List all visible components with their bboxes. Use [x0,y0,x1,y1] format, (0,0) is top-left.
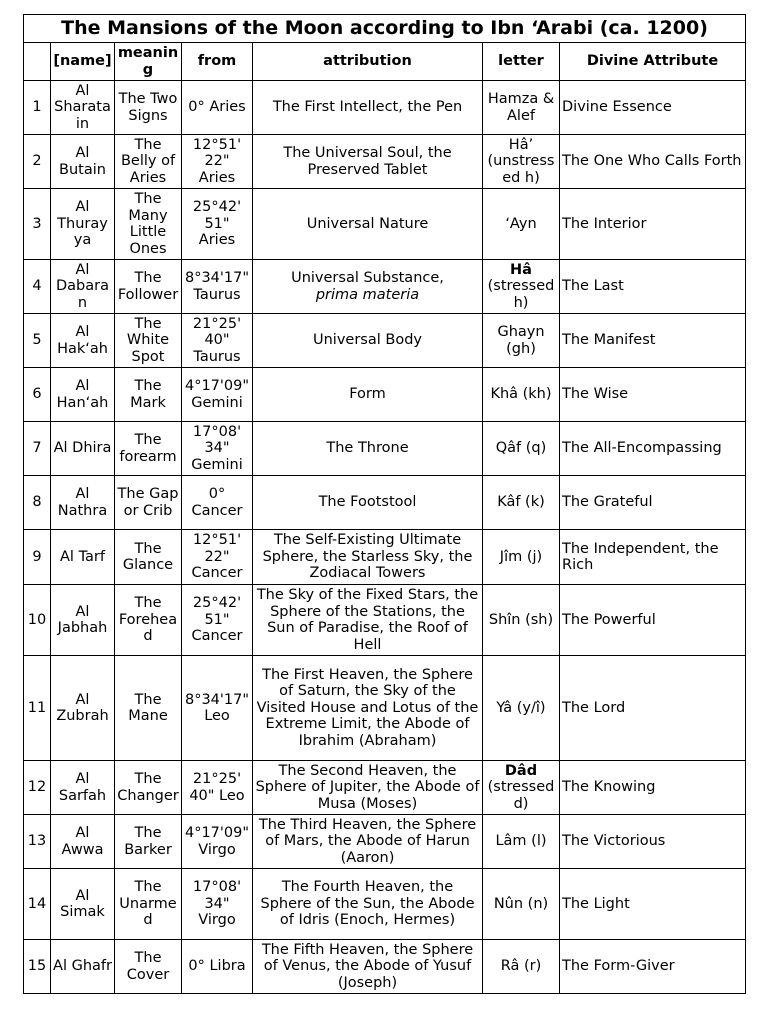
col-header-from: from [182,43,253,81]
mansion-letter [483,81,560,135]
mansion-from: 0° Aries [182,81,253,135]
mansion-letter [483,260,560,314]
mansion-letter [483,869,560,940]
attribution-text: Universal Substance, [291,270,444,286]
mansion-number: 2 [24,135,51,189]
mansion-attribution [253,656,483,761]
mansion-from: 17°08' 34" Gemini [182,422,253,476]
attribution-text: Universal Nature [306,215,429,232]
letter-text: (stressed h) [487,278,555,311]
divine-attribute: The Light [560,869,746,940]
mansion-number: 5 [24,314,51,368]
mansion-from: 8°34'17" Taurus [182,260,253,314]
divine-attribute: The Last [560,260,746,314]
letter-text: Nûn (n) [493,895,549,912]
divine-attribute: The Manifest [560,314,746,368]
header-row [24,43,746,81]
mansion-from: 12°51' 22" Aries [182,135,253,189]
mansion-letter [483,189,560,260]
mansion-meaning: The Glance [115,530,182,585]
mansion-meaning: The Forehead [115,585,182,656]
divine-attribute: The Knowing [560,761,746,815]
divine-attribute: The Grateful [560,476,746,530]
letter-text: Jîm (j) [499,548,543,565]
mansion-letter [483,476,560,530]
divine-attribute: The All-Encompassing [560,422,746,476]
mansion-attribution [253,314,483,368]
attribution-text: Form [349,386,386,403]
mansion-attribution [253,260,483,314]
table-row [24,476,746,530]
mansion-number: 14 [24,869,51,940]
mansion-from: 0° Cancer [182,476,253,530]
mansion-name: Al Zubrah [51,656,115,761]
mansion-attribution [253,189,483,260]
table-row [24,189,746,260]
mansion-attribution [253,869,483,940]
mansion-attribution [253,940,483,994]
col-header-meaning: meaning [115,43,182,81]
mansion-number: 4 [24,260,51,314]
mansion-meaning: The Mark [115,368,182,422]
mansion-letter [483,656,560,761]
mansion-from: 25°42' 51" Aries [182,189,253,260]
mansion-meaning: The Unarmed [115,869,182,940]
mansion-from: 8°34'17" Leo [182,656,253,761]
mansion-letter [483,135,560,189]
mansion-letter [483,761,560,815]
mansion-meaning: The Many Little Ones [115,189,182,260]
attribution-text: The Third Heaven, the Sphere of Mars, the Abode of Harun (Aaron) [258,816,477,866]
mansion-name: Al Nathra [51,476,115,530]
attribution-text: Universal Body [313,332,422,349]
letter-text: Hâ’ (unstressed h) [487,136,555,186]
attribution-text: The Self-Existing Ultimate Sphere, the Starless Sky, the Zodiacal Towers [262,532,473,582]
mansion-from: 4°17'09" Virgo [182,815,253,869]
attribution-text: The First Heaven, the Sphere of Saturn, the Sky of the Visited House and Lotus of the Extreme Limit, the Abode of Ibrahim (Abraham) [256,666,479,749]
divine-attribute: The Form-Giver [560,940,746,994]
mansion-meaning: The Two Signs [115,81,182,135]
mansion-attribution [253,530,483,585]
mansion-attribution [253,585,483,656]
divine-attribute: The Independent, the Rich [560,530,746,585]
letter-text: Khâ (kh) [490,386,552,403]
mansion-number: 6 [24,368,51,422]
mansion-name: Al Butain [51,135,115,189]
table-row [24,869,746,940]
mansion-attribution [253,368,483,422]
mansion-meaning: The Mane [115,656,182,761]
table-title: The Mansions of the Moon according to Ibn ‘Arabi (ca. 1200) [23,14,746,42]
letter-bold-text: Dâd [504,762,538,779]
table-row [24,135,746,189]
mansion-name: Al Sharatain [51,81,115,135]
table-row [24,815,746,869]
mansion-attribution [253,476,483,530]
mansion-name: Al Dhira [51,422,115,476]
attribution-text: The Throne [326,440,409,457]
mansion-name: Al Awwa [51,815,115,869]
mansion-letter [483,314,560,368]
mansion-number: 3 [24,189,51,260]
attribution-italic-text: prima materia [315,286,420,303]
mansion-letter [483,422,560,476]
mansion-meaning: The Barker [115,815,182,869]
mansion-meaning: The Gap or Crib [115,476,182,530]
letter-text: Yâ (y/î) [496,699,546,716]
mansion-number: 8 [24,476,51,530]
table-row [24,761,746,815]
letter-text: Qâf (q) [495,440,547,457]
mansion-number: 15 [24,940,51,994]
mansion-letter [483,815,560,869]
attribution-text: The Second Heaven, the Sphere of Jupiter, the Abode of Musa (Moses) [255,762,480,812]
mansion-name: Al Ghafr [51,940,115,994]
attribution-text: The Fourth Heaven, the Sphere of the Sun, the Abode of Idris (Enoch, Hermes) [260,879,475,929]
table-row [24,585,746,656]
mansion-meaning: The forearm [115,422,182,476]
table-row [24,940,746,994]
mansion-name: Al Tarf [51,530,115,585]
mansion-letter [483,940,560,994]
mansion-name: Al Hak‘ah [51,314,115,368]
mansion-from: 12°51' 22" Cancer [182,530,253,585]
divine-attribute: The Victorious [560,815,746,869]
mansion-number: 10 [24,585,51,656]
col-header-divine-attribute: Divine Attribute [560,43,746,81]
mansion-meaning: The White Spot [115,314,182,368]
mansion-attribution [253,135,483,189]
mansion-meaning: The Changer [115,761,182,815]
mansion-from: 0° Libra [182,940,253,994]
col-header-letter: letter [483,43,560,81]
col-header-number [24,43,51,81]
mansion-attribution [253,761,483,815]
attribution-text: The Footstool [318,494,417,511]
mansion-name: Al Simak [51,869,115,940]
table-row [24,260,746,314]
table-row [24,422,746,476]
mansion-letter [483,530,560,585]
mansion-number: 13 [24,815,51,869]
divine-attribute: The Lord [560,656,746,761]
mansion-attribution [253,422,483,476]
letter-text: Kâf (k) [497,494,545,511]
letter-text: Shîn (sh) [488,611,554,628]
mansion-name: Al Han‘ah [51,368,115,422]
mansion-name: Al Dabaran [51,260,115,314]
mansion-name: Al Sarfah [51,761,115,815]
mansion-name: Al Jabhah [51,585,115,656]
letter-text: ‘Ayn [505,215,537,232]
divine-attribute: The Wise [560,368,746,422]
mansion-attribution [253,81,483,135]
mansion-attribution [253,815,483,869]
letter-text: Ghayn (gh) [497,324,545,357]
mansion-number: 9 [24,530,51,585]
divine-attribute: The One Who Calls Forth [560,135,746,189]
mansion-meaning: The Follower [115,260,182,314]
mansion-meaning: The Cover [115,940,182,994]
table-row [24,368,746,422]
divine-attribute: The Interior [560,189,746,260]
attribution-text: The Sky of the Fixed Stars, the Sphere of the Stations, the Sun of Paradise, the Roof of Hell [256,587,479,653]
mansion-number: 1 [24,81,51,135]
mansion-from: 21°25' 40" Leo [182,761,253,815]
attribution-text: The First Intellect, the Pen [272,99,463,116]
mansion-from: 17°08' 34" Virgo [182,869,253,940]
table-row [24,314,746,368]
table-row [24,81,746,135]
mansion-number: 7 [24,422,51,476]
mansion-letter [483,585,560,656]
mansion-from: 25°42' 51" Cancer [182,585,253,656]
mansion-number: 12 [24,761,51,815]
attribution-text: The Fifth Heaven, the Sphere of Venus, the Abode of Yusuf (Joseph) [261,941,474,991]
letter-text: Hamza & Alef [487,91,555,124]
letter-text: Râ (r) [500,958,542,975]
mansions-table [23,14,746,994]
col-header-name: [name] [51,43,115,81]
divine-attribute: The Powerful [560,585,746,656]
mansion-from: 4°17'09" Gemini [182,368,253,422]
mansion-from: 21°25' 40" Taurus [182,314,253,368]
table-row [24,656,746,761]
attribution-text: The Universal Soul, the Preserved Tablet [283,145,452,178]
mansion-letter [483,368,560,422]
mansion-meaning: The Belly of Aries [115,135,182,189]
divine-attribute: Divine Essence [560,81,746,135]
mansion-name: Al Thurayya [51,189,115,260]
letter-text: (stressed d) [487,779,555,812]
table-row [24,530,746,585]
col-header-attribution: attribution [253,43,483,81]
mansion-number: 11 [24,656,51,761]
letter-bold-text: Hâ [510,261,532,278]
letter-text: Lâm (l) [495,833,547,850]
